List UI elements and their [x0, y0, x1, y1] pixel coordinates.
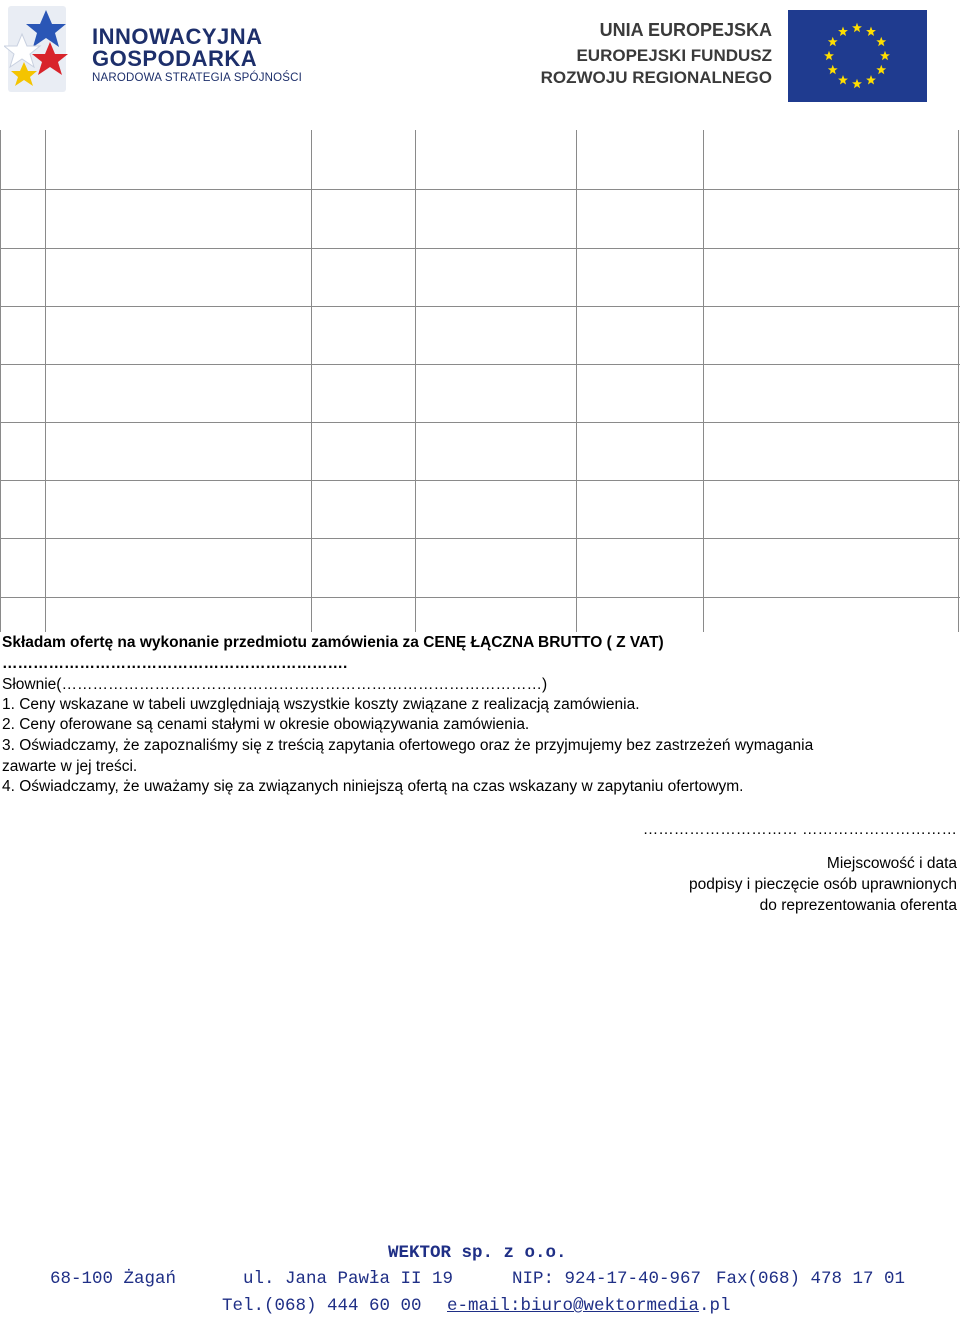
innowacyjna-gospodarka-logo: [4, 4, 314, 94]
logo-title-line2: GOSPODARKA: [92, 46, 258, 71]
price-in-words: Słownie(…………………………………………………………………………………): [2, 676, 548, 693]
table-column-line: [0, 130, 1, 632]
eu-region-line: ROZWOJU REGIONALNEGO: [540, 68, 772, 87]
table-column-line: [703, 130, 704, 632]
table-row-line: [0, 189, 960, 190]
email-link[interactable]: e-mail:biuro@wektormedia: [447, 1296, 700, 1316]
table-row-line: [0, 597, 960, 598]
table-row-line: [0, 538, 960, 539]
table-column-line: [415, 130, 416, 632]
logo-subtitle: NARODOWA STRATEGIA SPÓJNOŚCI: [92, 72, 303, 84]
table-column-line: [311, 130, 312, 632]
clause-3-continued: zawarte w jej treści.: [2, 758, 138, 775]
table-row-line: [0, 422, 960, 423]
offer-table: [0, 130, 960, 632]
place-date-label: Miejscowość i data: [826, 855, 957, 872]
price-dots-line: ………………………………………………………….: [2, 655, 348, 672]
company-street: ul. Jana Pawła II 19: [243, 1269, 454, 1289]
representation-label: do reprezentowania oferenta: [759, 897, 957, 914]
signature-dots: ………………………… …………………………: [642, 821, 957, 838]
clause-2: 2. Ceny oferowane są cenami stałymi w okresie obowiązywania zamówienia.: [2, 716, 530, 733]
company-nip: NIP: 924-17-40-967: [512, 1269, 702, 1289]
company-city: 68-100 Żagań: [50, 1269, 177, 1289]
clause-3: 3. Oświadczamy, że zapoznaliśmy się z treścią zapytania ofertowego oraz że przyjmujemy bez zastrzeżeń wymagania: [2, 737, 814, 754]
company-name: WEKTOR sp. z o.o.: [388, 1243, 567, 1263]
offer-statement: Składam ofertę na wykonanie przedmiotu zamówienia za CENĘ ŁĄCZNA BRUTTO ( Z VAT): [2, 634, 664, 651]
eu-fund-line: EUROPEJSKI FUNDUSZ: [576, 46, 772, 65]
clause-1: 1. Ceny wskazane w tabeli uwzględniają wszystkie koszty związane z realizacją zamówienia.: [2, 696, 640, 713]
eu-flag-icon: [788, 10, 927, 102]
table-row-line: [0, 248, 960, 249]
clause-4: 4. Oświadczamy, że uważamy się za związanych niniejszą ofertą na czas wskazany w zapytaniu ofertowym.: [2, 778, 744, 795]
stars-emblem-icon: [4, 4, 74, 94]
table-row-line: [0, 306, 960, 307]
table-row-line: [0, 480, 960, 481]
table-row-line: [0, 364, 960, 365]
unia-europejska-logo: [535, 10, 930, 105]
signatures-label: podpisy i pieczęcie osób uprawnionych: [689, 876, 957, 893]
table-column-line: [958, 130, 959, 632]
company-email[interactable]: [447, 1295, 731, 1317]
eu-title: UNIA EUROPEJSKA: [599, 20, 772, 40]
logo-title-line1: INNOWACYJNA: [92, 24, 263, 49]
table-column-line: [45, 130, 46, 632]
table-column-line: [576, 130, 577, 632]
company-fax: Fax(068) 478 17 01: [716, 1269, 906, 1289]
company-phone: Tel.(068) 444 60 00: [222, 1296, 422, 1316]
email-tld: .pl: [699, 1296, 731, 1316]
